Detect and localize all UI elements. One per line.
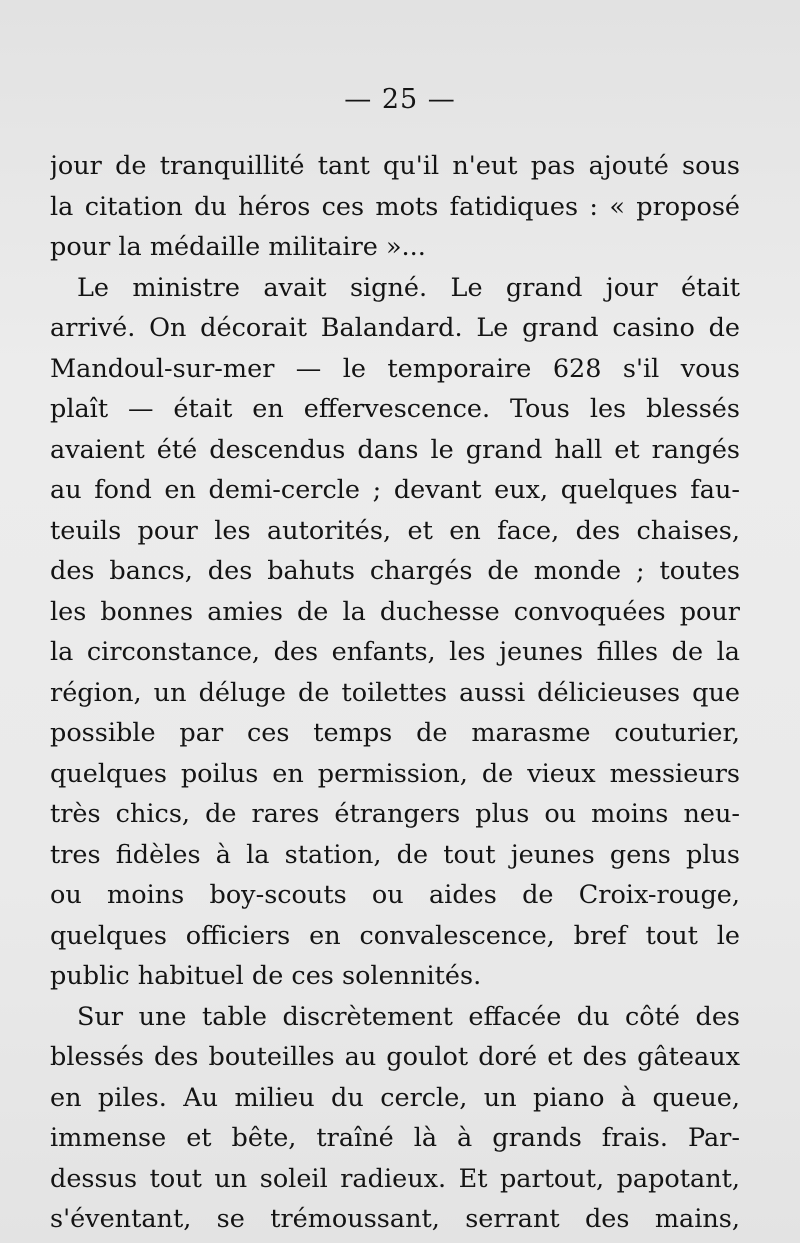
text-line: s'éventant, se trémoussant, serrant des mains, — [50, 1204, 740, 1234]
text-line: blessés des bouteilles au goulot doré et des gâteaux — [50, 1042, 740, 1072]
text-line: plaît — était en effervescence. Tous les blessés — [50, 394, 740, 424]
text-line: dessus tout un soleil radieux. Et partout, papotant, — [50, 1163, 740, 1194]
text-line: possible par ces temps de marasme couturier, — [50, 718, 740, 748]
text-line: Mandoul-sur-mer — le temporaire 628 s'il vous — [50, 353, 740, 384]
text-line: tres fidèles à la station, de tout jeunes gens plus — [50, 839, 740, 870]
text-line: la circonstance, des enfants, les jeunes filles de la — [50, 637, 740, 667]
text-line: teuils pour les autorités, et en face, des chaises, — [50, 515, 740, 546]
text-line: Le ministre avait signé. Le grand jour était — [77, 272, 740, 303]
text-line: arrivé. On décorait Balandard. Le grand casino de — [50, 313, 740, 343]
text-line: jour de tranquillité tant qu'il n'eut pas ajouté sous — [50, 151, 740, 181]
text-line: ou moins boy-scouts ou aides de Croix-rouge, — [50, 880, 740, 910]
text-line: quelques officiers en convalescence, bref tout le — [50, 920, 740, 951]
body-text — [50, 146, 740, 1240]
text-line: des bancs, des bahuts chargés de monde ; toutes — [50, 556, 740, 586]
text-line: Sur une table discrètement effacée du côté des — [77, 1001, 740, 1032]
text-line: pour la médaille militaire »... — [50, 232, 426, 262]
text-line: public habituel de ces solennités. — [50, 961, 482, 991]
text-line: en piles. Au milieu du cercle, un piano à queue, — [50, 1082, 740, 1113]
text-line: quelques poilus en permission, de vieux messieurs — [50, 758, 740, 789]
text-line: la citation du héros ces mots fatidiques : « proposé — [50, 191, 740, 222]
text-line: immense et bête, traîné là à grands frais. Par- — [50, 1123, 740, 1153]
page-number: — 25 — — [344, 84, 456, 115]
text-line: avaient été descendus dans le grand hall et rangés — [50, 434, 740, 465]
text-line: très chics, de rares étrangers plus ou moins neu- — [50, 799, 740, 829]
text-line: région, un déluge de toilettes aussi délicieuses que — [50, 677, 740, 708]
text-line: les bonnes amies de la duchesse convoquées pour — [50, 596, 740, 627]
text-line: au fond en demi-cercle ; devant eux, quelques fau- — [50, 475, 740, 505]
